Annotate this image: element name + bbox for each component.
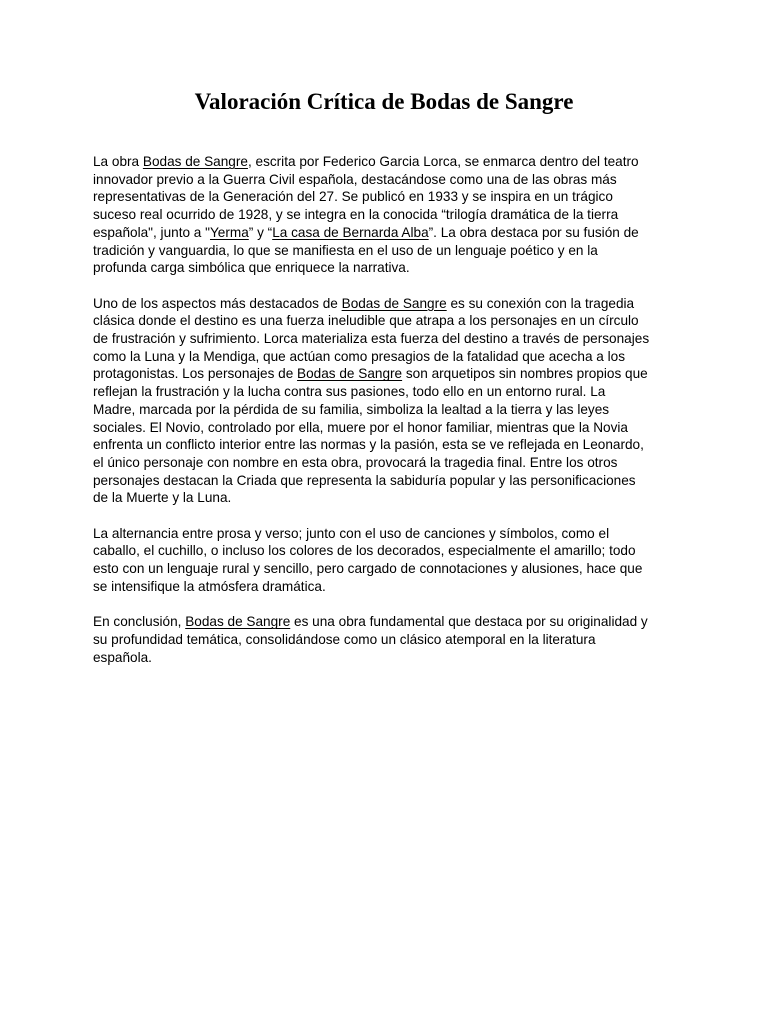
text-line (93, 365, 678, 383)
text-line (93, 489, 678, 507)
text-segment: de frustración y sufrimiento. Lorca materializa esta fuerza del destino a través de personajes (93, 331, 650, 347)
text-segment: española", junto a " (93, 224, 210, 240)
work-title-link[interactable]: Bodas de Sangre (341, 295, 447, 311)
document-title: Valoración Crítica de Bodas de Sangre (194, 89, 574, 114)
text-segment: innovador previo a la Guerra Civil española, destacándose como una de las obras más (93, 171, 617, 187)
text-segment: se intensifique la atmósfera dramática. (93, 578, 326, 594)
text-segment: caballo, el cuchillo, o incluso los colores de los decorados, especialmente el amarillo; todo (93, 543, 636, 559)
text-segment: Madre, marcada por la pérdida de su familia, simboliza la lealtad a la tierra y las leyes (93, 401, 610, 417)
text-line (93, 295, 678, 313)
text-segment: suceso real ocurrido de 1928, y se integra en la conocida “trilogía dramática de la tierra (93, 207, 619, 223)
text-segment: española. (93, 649, 152, 665)
text-segment: personajes destacan la Criada que representa la sabiduría popular y las personificaciones (93, 472, 636, 488)
text-segment: ”. La obra destaca por su fusión de (428, 224, 639, 240)
work-title-link[interactable]: Bodas de Sangre (297, 366, 403, 382)
text-line (93, 560, 678, 578)
text-line (93, 401, 678, 419)
text-segment: esto con un lenguaje rural y sencillo, pero cargado de connotaciones y alusiones, hace que (93, 561, 643, 577)
text-line (93, 242, 678, 260)
text-segment: como la Luna y la Mendiga, que actúan como presagios de la fatalidad que acecha a los (93, 348, 626, 364)
text-line (93, 188, 678, 206)
text-line (93, 259, 678, 277)
text-segment: enfrenta un conflicto interior entre las normas y la pasión, esta se ve reflejada en Leonardo, (93, 437, 644, 453)
text-segment: , escrita por Federico Garcia Lorca, se enmarca dentro del teatro (247, 154, 639, 169)
text-line (93, 224, 678, 242)
text-segment: su profundidad temática, consolidándose como un clásico atemporal en la literatura (93, 631, 596, 647)
text-segment: ” y “ (248, 224, 273, 240)
text-line (93, 472, 678, 490)
paragraph (93, 295, 678, 507)
work-title-link[interactable]: La casa de Bernarda Alba (272, 224, 429, 240)
text-line (93, 454, 678, 472)
text-line (93, 312, 678, 330)
text-line (93, 631, 678, 649)
text-line (93, 525, 678, 543)
text-segment: La obra (93, 154, 143, 169)
text-line (93, 383, 678, 401)
text-line (93, 649, 678, 667)
text-line (93, 542, 678, 560)
text-segment: La alternancia entre prosa y verso; junto con el uso de canciones y símbolos, como el (93, 525, 610, 541)
text-line (93, 330, 678, 348)
paragraph (93, 613, 678, 666)
text-line (93, 578, 678, 596)
text-line (93, 171, 678, 189)
text-segment: En conclusión, (93, 614, 186, 630)
text-line (93, 419, 678, 437)
text-segment: son arquetipos sin nombres propios que (402, 366, 648, 382)
text-segment: el único personaje con nombre en esta obra, provocará la tragedia final. Entre los otros (93, 454, 618, 470)
paragraph (93, 525, 678, 596)
text-segment: reflejan la frustración y la lucha contra sus pasiones, todo ello en un entorno rural. La (93, 384, 606, 400)
text-line (93, 613, 678, 631)
text-segment: es una obra fundamental que destaca por su originalidad y (290, 614, 648, 630)
text-line (93, 436, 678, 454)
text-segment: Uno de los aspectos más destacados de (93, 295, 342, 311)
text-segment: de la Muerte y la Luna. (93, 490, 232, 506)
text-segment: profunda carga simbólica que enriquece la narrativa. (93, 260, 410, 276)
text-segment: sociales. El Novio, controlado por ella, muere por el honor familiar, mientras que la Novia (93, 419, 628, 435)
work-title-link[interactable]: Bodas de Sangre (142, 154, 248, 169)
work-title-link[interactable]: Yerma (209, 224, 249, 240)
text-line (93, 153, 678, 171)
text-segment: tradición y vanguardia, lo que se manifiesta en el uso de un lenguaje poético y en la (93, 242, 598, 258)
text-segment: es su conexión con la tragedia (446, 295, 635, 311)
work-title-link[interactable]: Bodas de Sangre (185, 614, 291, 630)
paragraph (93, 153, 678, 277)
text-line (93, 348, 678, 366)
text-segment: protagonistas. Los personajes de (93, 366, 298, 382)
text-segment: clásica donde el destino es una fuerza ineludible que atrapa a los personajes en un círculo (93, 313, 639, 329)
document-body (93, 153, 678, 684)
text-line (93, 206, 678, 224)
text-segment: representativas de la Generación del 27. Se publicó en 1933 y se inspira en un trágico (93, 189, 613, 205)
